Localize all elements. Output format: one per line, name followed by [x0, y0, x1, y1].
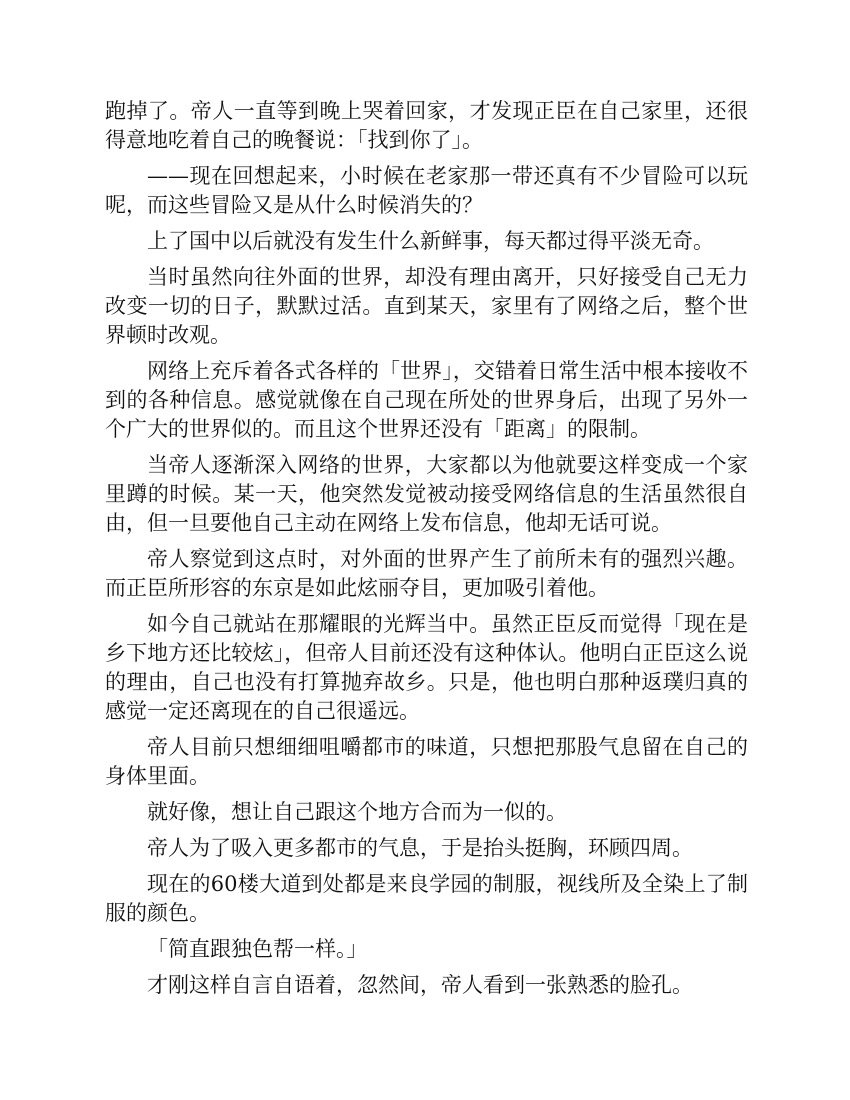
paragraph: 网络上充斥着各式各样的「世界」，交错着日常生活中根本接收不到的各种信息。感觉就像在自己现在所处的世界身后，出现了另外一个广大的世界似的。而且这个世界还没有「距离」的限制。: [105, 359, 748, 441]
paragraph: 就好像，想让自己跟这个地方合而为一似的。: [147, 800, 567, 824]
paragraph: 帝人目前只想细细咀嚼都市的味道，只想把那股气息留在自己的身体里面。: [105, 735, 748, 788]
body-text: [105, 97, 748, 1007]
paragraph: 现在的60楼大道到处都是来良学园的制服，视线所及全染上了制服的颜色。: [105, 872, 748, 925]
paragraph: 当时虽然向往外面的世界，却没有理由离开，只好接受自己无力改变一切的日子，默默过活。直到某天，家里有了网络之后，整个世界顿时改观。: [105, 265, 748, 347]
paragraph: 帝人察觉到这点时，对外面的世界产生了前所未有的强烈兴趣。而正臣所形容的东京是如此炫丽夺目，更加吸引着他。: [105, 547, 748, 600]
paragraph: 跑掉了。帝人一直等到晚上哭着回家，才发现正臣在自己家里，还很得意地吃着自己的晚餐说：「找到你了」。: [105, 99, 748, 152]
paragraph: 帝人为了吸入更多都市的气息，于是抬头挺胸，环顾四周。: [147, 836, 693, 860]
paragraph: 当帝人逐渐深入网络的世界，大家都以为他就要这样变成一个家里蹲的时候。某一天，他突然发觉被动接受网络信息的生活虽然很自由，但一旦要他自己主动在网络上发布信息，他却无话可说。: [105, 453, 748, 535]
paragraph: ——现在回想起来，小时候在老家那一带还真有不少冒险可以玩呢，而这些冒险又是从什么时候消失的？: [105, 164, 748, 217]
paragraph: 如今自己就站在那耀眼的光辉当中。虽然正臣反而觉得「现在是乡下地方还比较炫」，但帝人目前还没有这种体认。他明白正臣这么说的理由，自己也没有打算抛弃故乡。只是，他也明白那种返璞归真的感觉一定还离现在的自己很遥远。: [105, 612, 748, 723]
paragraph: 才刚这样自言自语着，忽然间，帝人看到一张熟悉的脸孔。: [147, 973, 693, 997]
paragraph: 「简直跟独色帮一样。」: [147, 937, 368, 961]
paragraph: 上了国中以后就没有发生什么新鲜事，每天都过得平淡无奇。: [147, 229, 714, 253]
